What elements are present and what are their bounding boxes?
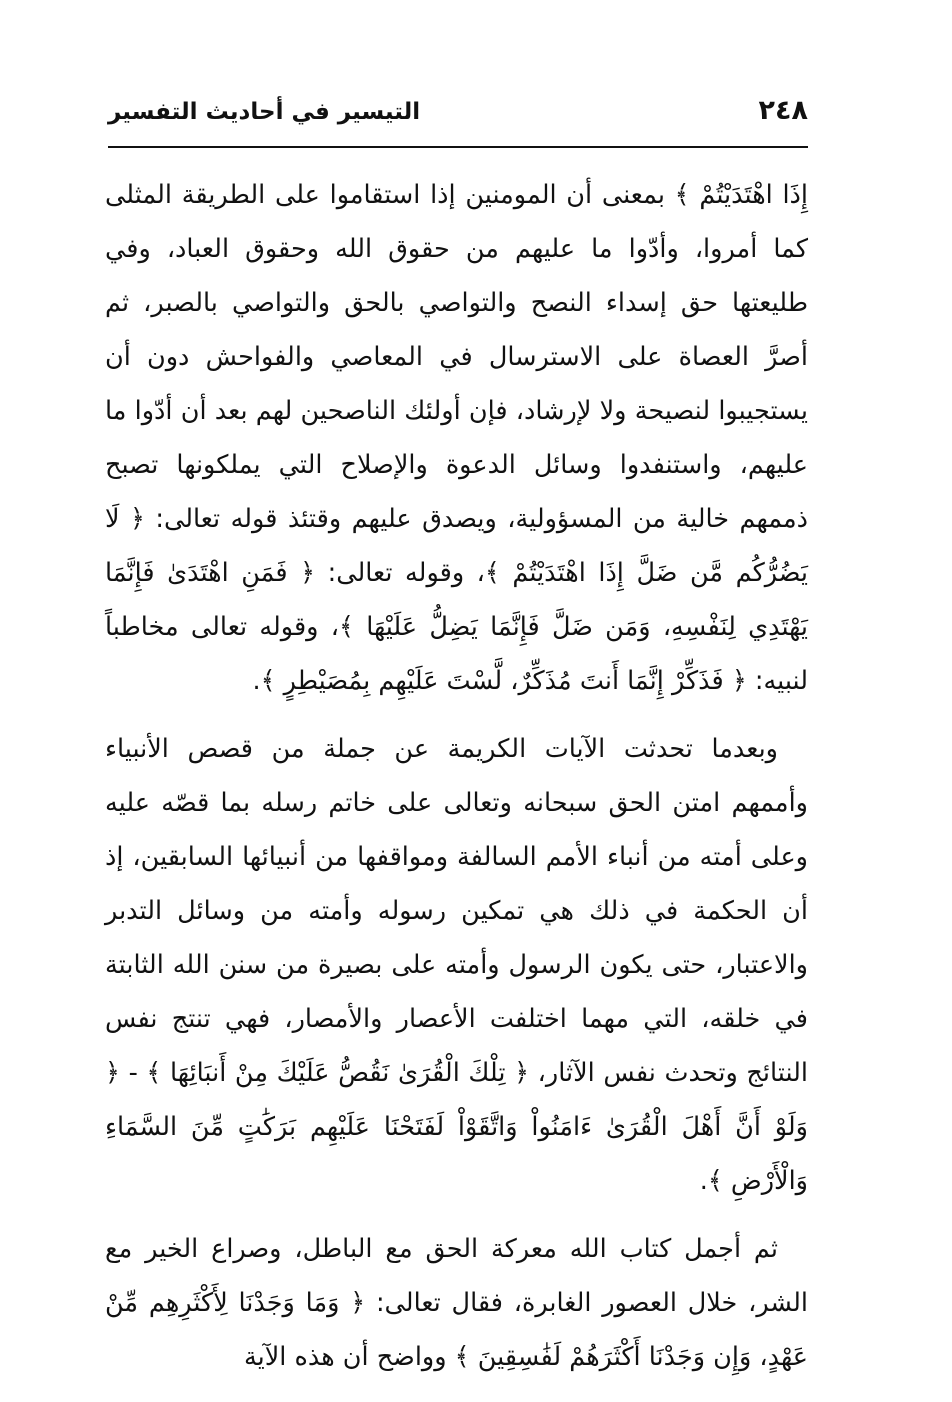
paragraph-3: ثم أجمل كتاب الله معركة الحق مع الباطل، وصراع الخير مع الشر، خلال العصور الغابرة، فقال تعالى: ﴿ وَمَا وَجَدْنَا لِأَكْثَرِهِم مِّنْ عَهْدٍ، وَإِن وَجَدْنَا أَكْثَرَهُمْ لَفَٰسِقِينَ ﴾ وواضح أن هذه الآية — [105, 1234, 808, 1372]
body-text — [105, 168, 808, 1384]
running-title: التيسير في أحاديث التفسير — [108, 99, 421, 125]
paragraph-1: إِذَا اهْتَدَيْتُمْ ﴾ بمعنى أن المومنين إذا استقاموا على الطريقة المثلى كما أمروا، وأدّوا ما عليهم من حقوق الله وحقوق العباد، وفي طليعتها حق إسداء النصح والتواصي بالحق والتواصي بالصبر، ثم أصرَّ العصاة على الاسترسال في المعاصي والفواحش دون أن يستجيبوا لنصيحة ولا لإرشاد، فإن أولئك الناصحين لهم بعد أن أدّوا ما عليهم، واستنفدوا وسائل الدعوة والإصلاح التي يملكونها تصبح ذممهم خالية من المسؤولية، ويصدق عليهم وقتئذ قوله تعالى: ﴿ لَا يَضُرُّكُم مَّن ضَلَّ إِذَا اهْتَدَيْتُمْ ﴾، وقوله تعالى: ﴿ فَمَنِ اهْتَدَىٰ فَإِنَّمَا يَهْتَدِي لِنَفْسِهِ، وَمَن ضَلَّ فَإِنَّمَا يَضِلُّ عَلَيْهَا ﴾، وقوله تعالى مخاطباً لنبيه: ﴿ فَذَكِّرْ إِنَّمَا أَنتَ مُذَكِّرٌ، لَّسْتَ عَلَيْهِم بِمُصَيْطِرٍ ﴾. — [105, 180, 808, 696]
paragraph-2: وبعدما تحدثت الآيات الكريمة عن جملة من قصص الأنبياء وأممهم امتن الحق سبحانه وتعالى على خاتم رسله بما قصّه عليه وعلى أمته من أنباء الأمم السالفة ومواقفها من أنبيائها السابقين، إذ أن الحكمة في ذلك هي تمكين رسوله وأمته من وسائل التدبر والاعتبار، حتى يكون الرسول وأمته على بصيرة من سنن الله الثابتة في خلقه، التي مهما اختلفت الأعصار والأمصار، فهي تنتج نفس النتائج وتحدث نفس الآثار، ﴿ تِلْكَ الْقُرَىٰ نَقُصُّ عَلَيْكَ مِنْ أَنبَائِهَا ﴾ - ﴿ وَلَوْ أَنَّ أَهْلَ الْقُرَىٰ ءَامَنُواْ وَاتَّقَوْاْ لَفَتَحْنَا عَلَيْهِم بَرَكَٰتٍ مِّنَ السَّمَاءِ وَالْأَرْضِ ﴾. — [105, 734, 808, 1196]
page-number: ٢٤٨ — [758, 95, 808, 126]
page-header — [108, 95, 808, 135]
header-divider — [108, 146, 808, 148]
